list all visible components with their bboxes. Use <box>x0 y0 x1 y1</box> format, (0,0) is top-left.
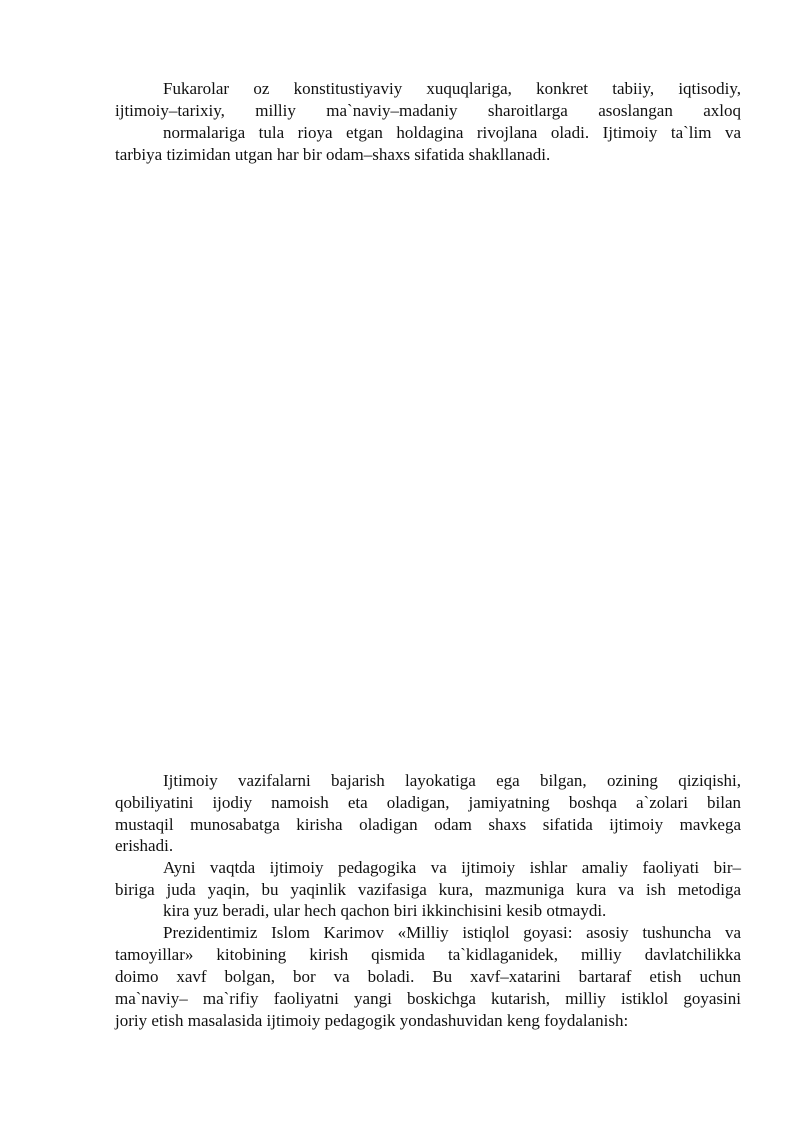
text-line: qobiliyatini ijodiy namoish eta oladigan, jamiyatning boshqa a`zolari bilan <box>115 793 741 812</box>
text-line: mustaqil munosabatga kirisha oladigan odam shaxs sifatida ijtimoiy mavkega <box>115 815 741 834</box>
text-line: Prezidentimiz Islom Karimov «Milliy istiqlol goyasi: asosiy tushuncha va <box>163 923 741 942</box>
text-line: Ayni vaqtda ijtimoiy pedagogika va ijtimoiy ishlar amaliy faoliyati bir– <box>163 858 741 877</box>
text-line: doimo xavf bolgan, bor va boladi. Bu xavf–xatarini bartaraf etish uchun <box>115 967 741 986</box>
text-line: normalariga tula rioya etgan holdagina rivojlana oladi. Ijtimoiy ta`lim va <box>163 123 741 142</box>
text-line: tarbiya tizimidan utgan har bir odam–shaxs sifatida shakllanadi. <box>115 145 551 164</box>
text-line: biriga juda yaqin, bu yaqinlik vazifasiga kura, mazmuniga kura va ish metodiga <box>115 880 741 899</box>
text-line: ma`naviy– ma`rifiy faoliyatni yangi boskichga kutarish, milliy istiklol goyasini <box>115 989 741 1008</box>
text-line: tamoyillar» kitobining kirish qismida ta`kidlaganidek, milliy davlatchilikka <box>115 945 741 964</box>
text-line: erishadi. <box>115 836 174 855</box>
text-line: ijtimoiy–tarixiy, milliy ma`naviy–madaniy sharoitlarga asoslangan axloq <box>115 101 741 120</box>
text-line: joriy etish masalasida ijtimoiy pedagogik yondashuvidan keng foydalanish: <box>115 1011 629 1030</box>
text-line: Ijtimoiy vazifalarni bajarish layokatiga ega bilgan, ozining qiziqishi, <box>163 771 741 790</box>
text-line: kira yuz beradi, ular hech qachon biri ikkinchisini kesib otmaydi. <box>163 901 607 920</box>
text-line: Fukarolar oz konstitustiyaviy xuquqlariga, konkret tabiiy, iqtisodiy, <box>163 79 741 98</box>
